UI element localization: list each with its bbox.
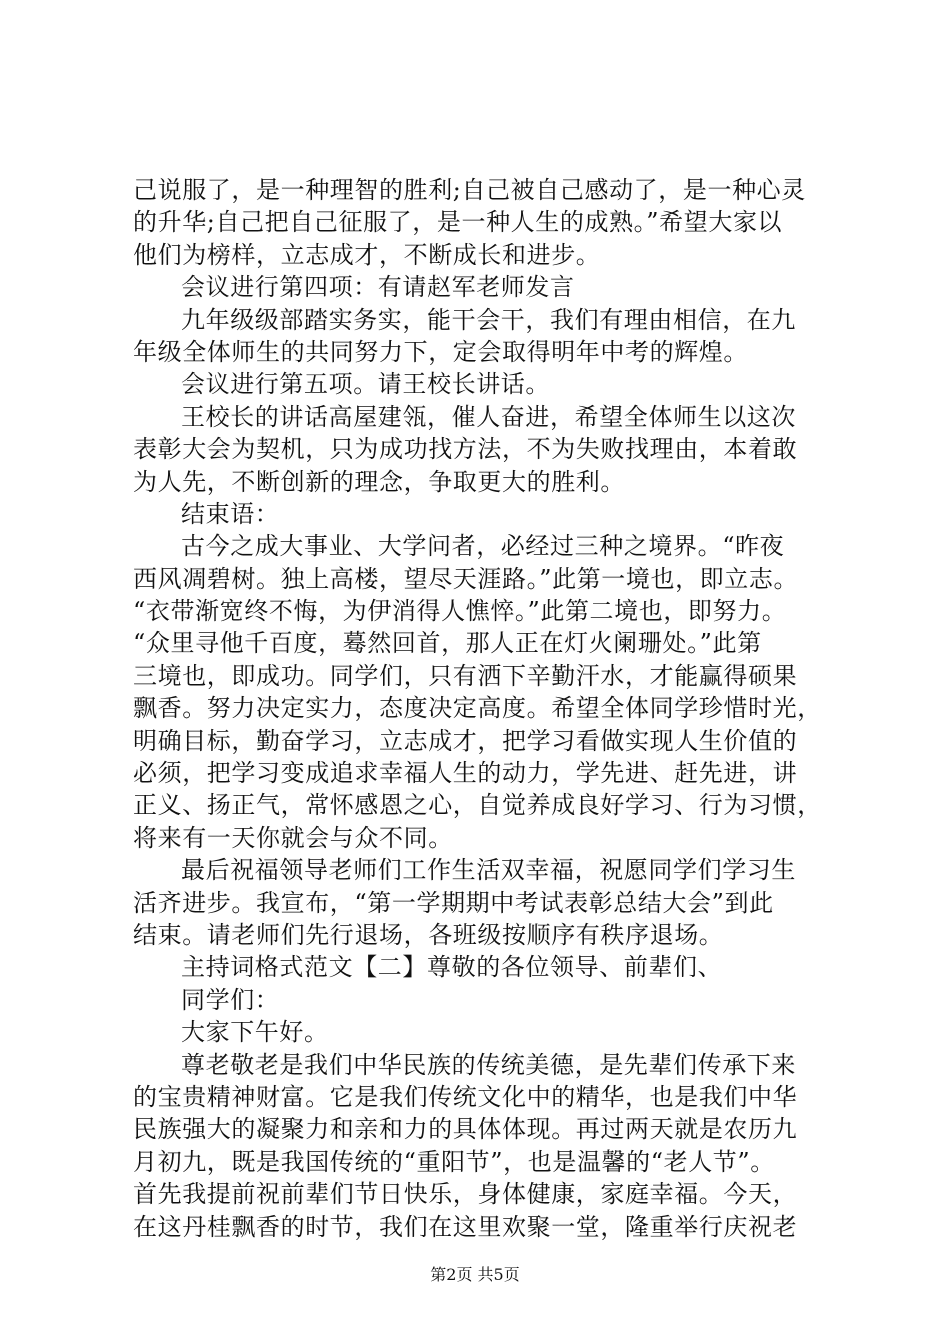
text-line: 首先我提前祝前辈们节日快乐，身体健康，家庭幸福。今天， (133, 1180, 798, 1209)
text-line: 必须，把学习变成追求幸福人生的动力，学先进、赶先进，讲 (133, 759, 798, 788)
text-line: 同学们： (181, 985, 280, 1014)
text-line: 他们为榜样，立志成才，不断成长和进步。 (133, 240, 601, 269)
text-line: 飘香。努力决定实力，态度决定高度。希望全体同学珍惜时光， (133, 694, 822, 723)
text-line: 民族强大的凝聚力和亲和力的具体体现。再过两天就是农历九 (133, 1115, 798, 1144)
text-line: 会议进行第五项。请王校长讲话。 (181, 370, 550, 399)
text-line: 结束。请老师们先行退场，各班级按顺序有秩序退场。 (133, 920, 724, 949)
text-line: 尊老敬老是我们中华民族的传统美德，是先辈们传承下来 (181, 1050, 796, 1079)
text-line: 活齐进步。我宣布，“第一学期期中考试表彰总结大会”到此 (133, 888, 774, 917)
text-line: 西风凋碧树。独上高楼，望尽天涯路。”此第一境也，即立志。 (133, 564, 799, 593)
text-line: 三境也，即成功。同学们，只有洒下辛勤汗水，才能赢得硕果 (133, 661, 798, 690)
text-line: 年级全体师生的共同努力下，定会取得明年中考的辉煌。 (133, 337, 748, 366)
text-line: 月初九，既是我国传统的“重阳节”，也是温馨的“老人节”。 (133, 1147, 775, 1176)
text-line: 的宝贵精神财富。它是我们传统文化中的精华，也是我们中华 (133, 1082, 798, 1111)
text-line: 主持词格式范文【二】尊敬的各位领导、前辈们、 (181, 953, 723, 982)
text-line: “衣带渐宽终不悔，为伊消得人憔悴。”此第二境也，即努力。 (133, 597, 787, 626)
text-line: 最后祝福领导老师们工作生活双幸福，祝愿同学们学习生 (181, 856, 796, 885)
text-line: 己说服了，是一种理智的胜利;自己被自己感动了，是一种心灵 (133, 176, 806, 204)
text-line: 正义、扬正气，常怀感恩之心，自觉养成良好学习、行为习惯， (133, 791, 822, 820)
text-line: 大家下午好。 (181, 1018, 329, 1047)
page-number: 第2页 共5页 (430, 1265, 520, 1284)
text-line: 表彰大会为契机，只为成功找方法，不为失败找理由，本着敢 (133, 435, 798, 464)
text-line: “众里寻他千百度，蓦然回首，那人正在灯火阑珊处。”此第 (133, 629, 762, 658)
text-line: 会议进行第四项：有请赵军老师发言 (181, 273, 575, 302)
text-line: 为人先，不断创新的理念，争取更大的胜利。 (133, 467, 625, 496)
text-line: 明确目标，勤奋学习，立志成才，把学习看做实现人生价值的 (133, 726, 798, 755)
text-line: 九年级级部踏实务实，能干会干，我们有理由相信，在九 (181, 305, 796, 334)
document-body (133, 174, 833, 1243)
text-line: 在这丹桂飘香的时节，我们在这里欢聚一堂，隆重举行庆祝老 (133, 1212, 798, 1241)
text-line: 王校长的讲话高屋建瓴，催人奋进，希望全体师生以这次 (181, 402, 796, 431)
text-line: 古今之成大事业、大学问者，必经过三种之境界。“昨夜 (181, 532, 785, 561)
text-line: 的升华;自己把自己征服了，是一种人生的成熟。”希望大家以 (133, 208, 783, 237)
text-line: 将来有一天你就会与众不同。 (133, 823, 453, 852)
text-line: 结束语： (181, 499, 280, 528)
